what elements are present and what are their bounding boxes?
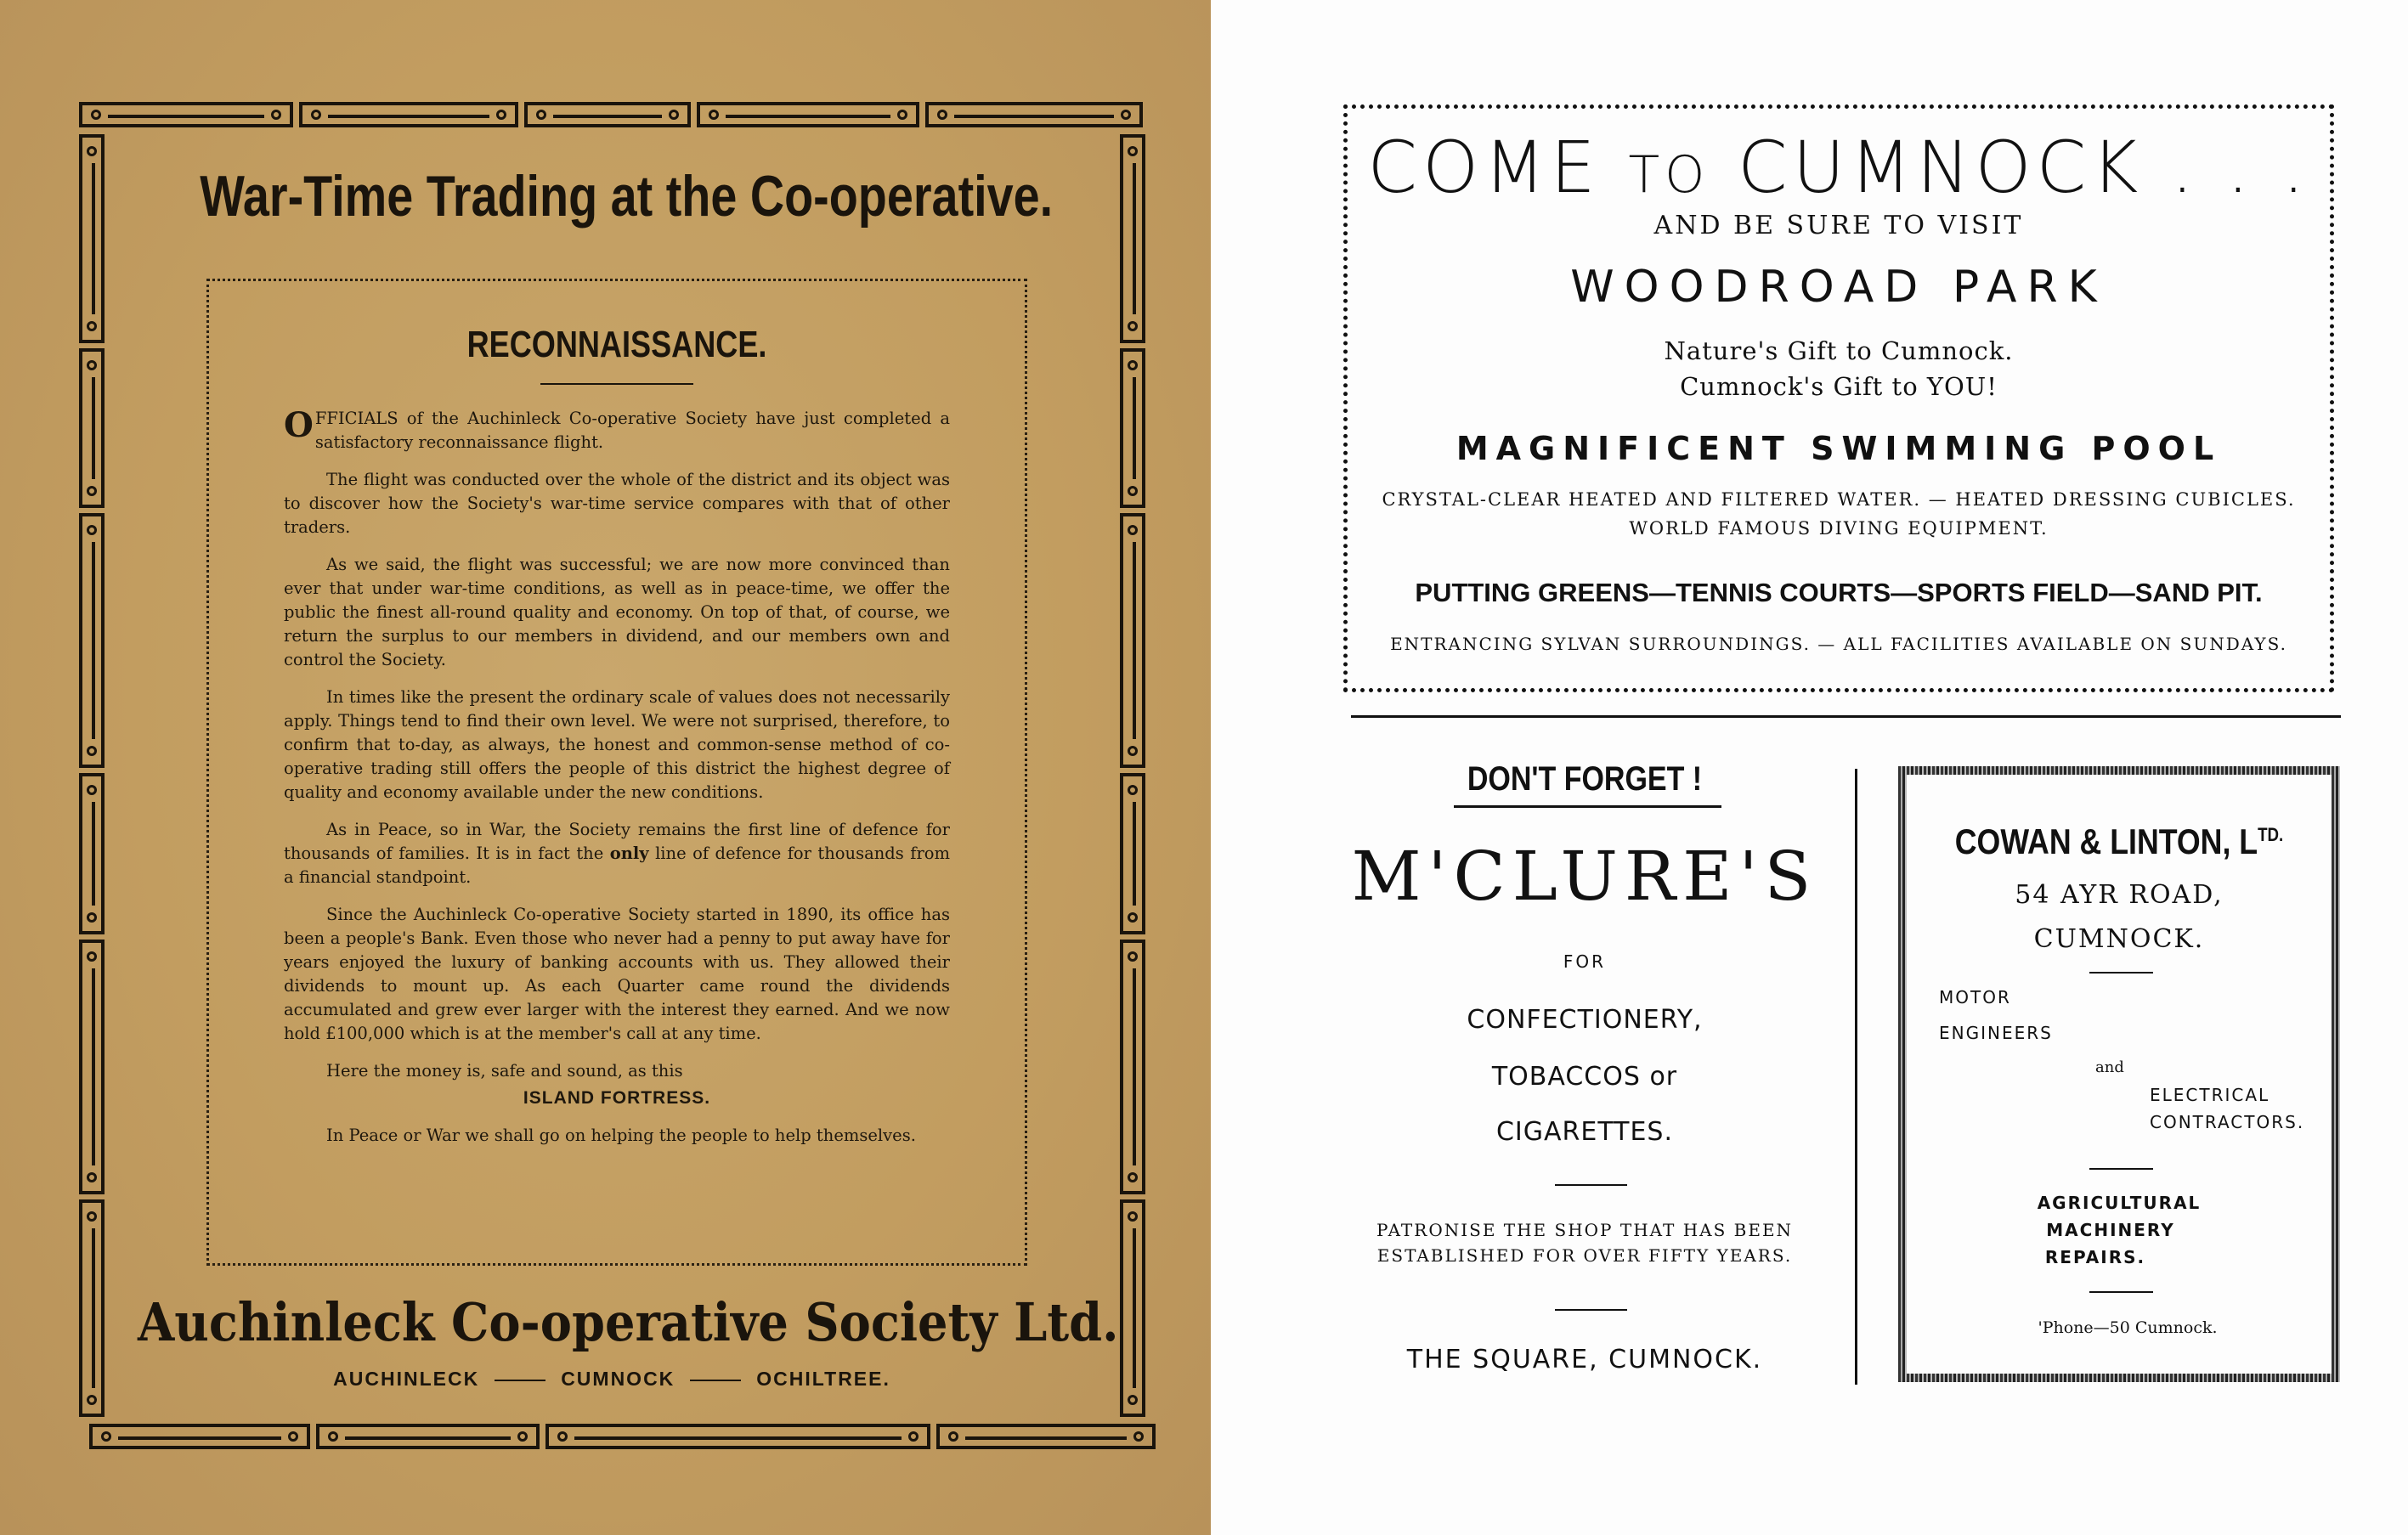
cowan-rule bbox=[2089, 1291, 2153, 1293]
cowan-repairs: REPAIRS. bbox=[2044, 1247, 2146, 1267]
island-fortress: ISLAND FORTRESS. bbox=[523, 1088, 711, 1108]
cowan-address-1: 54 AYR ROAD, bbox=[2015, 880, 2224, 910]
horizontal-divider bbox=[1351, 715, 2341, 718]
article-paragraph: Here the money is, safe and sound, as this bbox=[326, 1061, 683, 1081]
cowan-agricultural: AGRICULTURAL bbox=[2037, 1193, 2202, 1213]
town-dash bbox=[690, 1380, 741, 1381]
town-cumnock: CUMNOCK bbox=[561, 1368, 675, 1390]
mcclures-rule bbox=[1555, 1309, 1627, 1311]
cowan-name-text: COWAN & LINTON, L bbox=[1954, 821, 2258, 861]
cowan-name bbox=[1939, 821, 2300, 862]
park-name: WOODROAD PARK bbox=[1570, 262, 2107, 313]
cowan-and: and bbox=[2095, 1058, 2124, 1076]
cowan-contractors: CONTRACTORS. bbox=[2150, 1112, 2305, 1132]
dont-forget-underline bbox=[1454, 805, 1721, 808]
article-paragraph: As we said, the flight was successful; we are now more convinced than ever that under war-time conditions, as well as in peace-time, we offer the public the finest all-round quality and economy. On top of that, of course, we return the surplus to our members in dividend, and our members own and control the Society. bbox=[284, 555, 950, 669]
park-headline bbox=[1348, 126, 2330, 209]
society-towns bbox=[136, 1368, 1088, 1391]
article-paragraph bbox=[284, 407, 950, 454]
park-visit-line: AND BE SURE TO VISIT bbox=[1653, 211, 2024, 240]
advertisement-page bbox=[1211, 0, 2408, 1535]
mcclures-rule bbox=[1555, 1184, 1627, 1186]
park-water-line: CRYSTAL-CLEAR HEATED AND FILTERED WATER. — HEATED DRESSING CUBICLES. bbox=[1382, 489, 2296, 510]
article-paragraph: In Peace or War we shall go on helping the people to help themselves. bbox=[326, 1126, 916, 1145]
drop-cap: O bbox=[284, 405, 314, 445]
headline-cumnock: CUMNOCK . . . bbox=[1738, 126, 2310, 209]
frame-bottom-bar-2 bbox=[316, 1424, 540, 1449]
cowan-machinery: MACHINERY bbox=[2046, 1220, 2175, 1240]
cowan-phone: 'Phone—50 Cumnock. bbox=[2038, 1318, 2218, 1337]
society-name: Auchinleck Co-operative Society Ltd. bbox=[138, 1291, 1119, 1353]
article-paragraph: Since the Auchinleck Co-operative Society started in 1890, its office has been a people's Bank. Even those who never had a penny to put away have for years enjoyed the luxury of banking accounts with us. They allowed their dividends to mount up. As each Quarter came round the dividends accumulated and grew ever larger with the interest they earned. And we now hold £100,000 which is at the member's call at any time. bbox=[284, 905, 950, 1043]
mcclures-item: CIGARETTES. bbox=[1495, 1117, 1674, 1147]
mcclures-established-1: PATRONISE THE SHOP THAT HAS BEEN bbox=[1376, 1220, 1794, 1240]
park-facilities-line: PUTTING GREENS—TENNIS COURTS—SPORTS FIELD—SAND PIT. bbox=[1415, 578, 2263, 607]
frame-bottom-bar-1 bbox=[89, 1424, 310, 1449]
cowan-address-2: CUMNOCK. bbox=[2033, 924, 2205, 954]
frame-bottom-bar-4 bbox=[936, 1424, 1156, 1449]
frame-right-bar-1 bbox=[1120, 134, 1145, 343]
cowan-linton-ad bbox=[1898, 766, 2340, 1382]
park-sylvan-line: ENTRANCING SYLVAN SURROUNDINGS. — ALL FACILITIES AVAILABLE ON SUNDAYS. bbox=[1390, 634, 2287, 654]
vertical-divider bbox=[1855, 769, 1857, 1385]
park-gift-line-1: Nature's Gift to Cumnock. bbox=[1664, 336, 2014, 365]
frame-right-bar-6 bbox=[1120, 1199, 1145, 1417]
heading-rule bbox=[540, 383, 693, 385]
article-paragraph: The flight was conducted over the whole of the district and its object was to discover how the Society's war-time service compares with that of other traders. bbox=[284, 470, 950, 537]
mcclures-established-2: ESTABLISHED FOR OVER FIFTY YEARS. bbox=[1376, 1245, 1793, 1266]
frame-top-bar-5 bbox=[925, 102, 1143, 127]
frame-left-bar-1 bbox=[79, 134, 105, 343]
woodroad-park-ad bbox=[1343, 104, 2334, 692]
frame-left-bar-2 bbox=[79, 348, 105, 508]
frame-left-bar-6 bbox=[79, 1199, 105, 1417]
town-ochiltree: OCHILTREE. bbox=[756, 1368, 890, 1390]
mcclures-for: FOR bbox=[1563, 951, 1607, 972]
cowan-name-suffix: TD. bbox=[2258, 824, 2284, 845]
frame-top-bar-3 bbox=[524, 102, 691, 127]
frame-top-bar-1 bbox=[79, 102, 293, 127]
frame-right-bar-5 bbox=[1120, 940, 1145, 1194]
cowan-rule bbox=[2089, 1168, 2153, 1170]
frame-bottom-bar-3 bbox=[545, 1424, 930, 1449]
paragraph-text: line of defence for thousands from a financial standpoint. bbox=[284, 844, 950, 887]
mcclures-name: M'CLURE'S bbox=[1351, 837, 1818, 916]
cowan-motor: MOTOR bbox=[1939, 987, 2011, 1007]
cowan-engineers: ENGINEERS bbox=[1939, 1023, 2053, 1043]
cowan-electrical: ELECTRICAL bbox=[2150, 1085, 2270, 1105]
frame-left-bar-5 bbox=[79, 940, 105, 1194]
frame-top-bar-2 bbox=[299, 102, 518, 127]
headline-come: COME bbox=[1367, 126, 1601, 209]
frame-left-bar-3 bbox=[79, 513, 105, 768]
paragraph-text: As in Peace, so in War, the Society remains the first line of defence for thousands of families. It is in fact the bbox=[284, 820, 950, 863]
page-title: War-Time Trading at the Co-operative. bbox=[200, 164, 1054, 229]
mcclures-address: THE SQUARE, CUMNOCK. bbox=[1406, 1345, 1763, 1374]
frame-left-bar-4 bbox=[79, 773, 105, 934]
article-heading: RECONNAISSANCE. bbox=[466, 324, 767, 365]
article-body bbox=[284, 407, 950, 1161]
paragraph-text: FFICIALS of the Auchinleck Co-operative Society have just completed a satisfactory reconnaissance flight. bbox=[314, 409, 950, 452]
park-diving-line: WORLD FAMOUS DIVING EQUIPMENT. bbox=[1629, 518, 2049, 539]
article-paragraph bbox=[284, 818, 950, 889]
mcclures-item: TOBACCOS or bbox=[1491, 1062, 1678, 1092]
cowan-rule bbox=[2089, 972, 2153, 973]
park-pool-line: MAGNIFICENT SWIMMING POOL bbox=[1456, 430, 2222, 467]
frame-top-bar-4 bbox=[697, 102, 919, 127]
mcclures-item: CONFECTIONERY, bbox=[1467, 1005, 1703, 1035]
mcclures-dont-forget: DON'T FORGET ! bbox=[1467, 760, 1703, 798]
article-paragraph: In times like the present the ordinary scale of values does not necessarily apply. Things tend to find their own level. We were not surprised, therefore, to confirm that to-day, as always, the honest and common-sense method of co-operative trading still offers the people of this district the highest degree of quality and economy available under the new conditions. bbox=[284, 687, 950, 802]
emphasis-only: only bbox=[609, 844, 649, 863]
frame-right-bar-2 bbox=[1120, 348, 1145, 508]
town-dash bbox=[495, 1380, 545, 1381]
article-box bbox=[206, 279, 1027, 1266]
frame-right-bar-3 bbox=[1120, 513, 1145, 768]
headline-to: TO bbox=[1628, 145, 1710, 205]
town-auchinleck: AUCHINLECK bbox=[333, 1368, 480, 1390]
park-gift-line-2: Cumnock's Gift to YOU! bbox=[1680, 372, 1998, 401]
frame-right-bar-4 bbox=[1120, 773, 1145, 934]
